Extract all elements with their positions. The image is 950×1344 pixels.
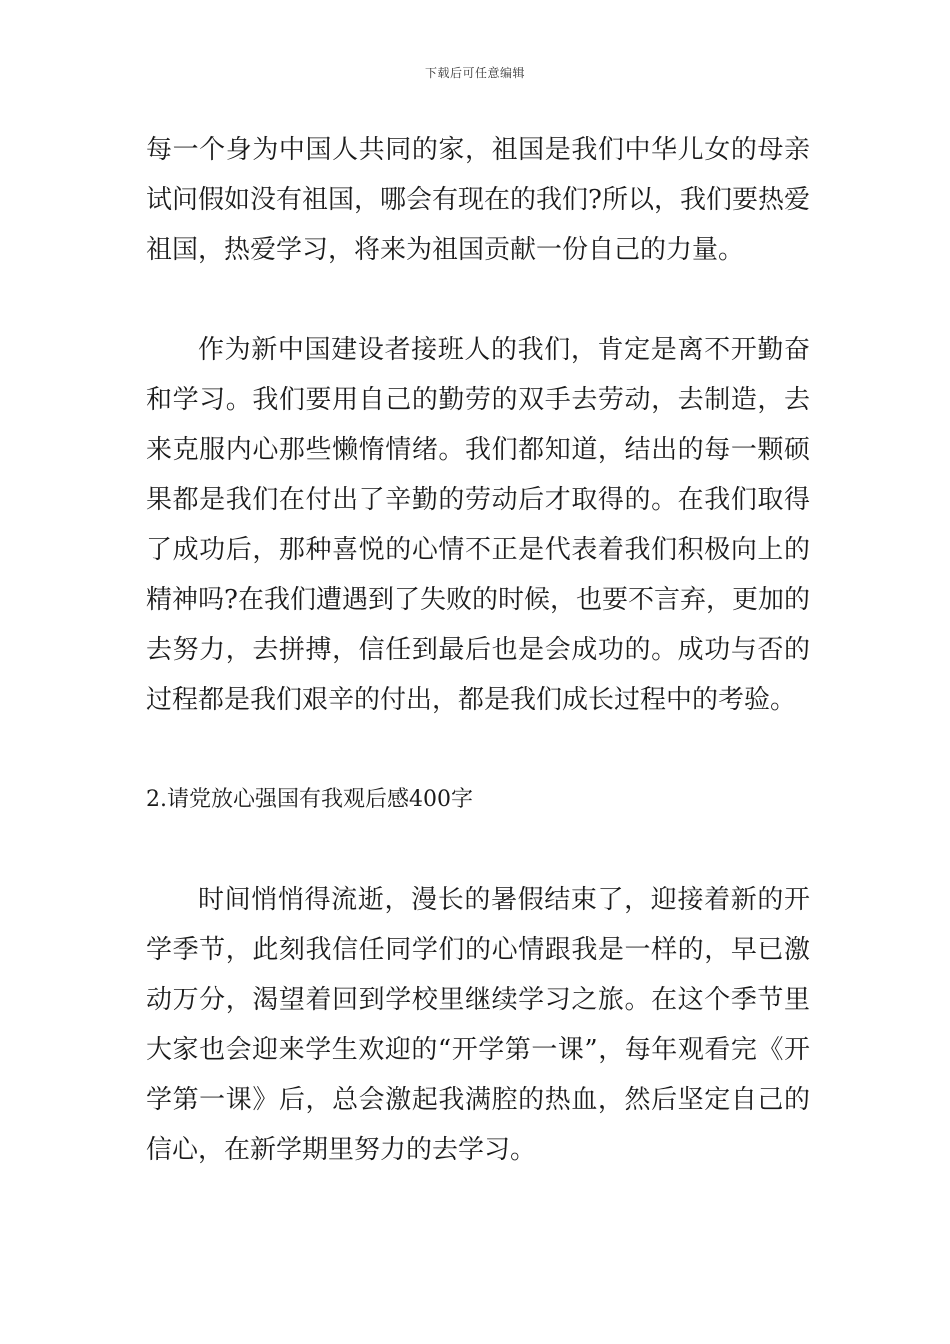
paragraph: 每一个身为中国人共同的家，祖国是我们中华儿女的母亲试问假如没有祖国，哪会有现在的我们?所以，我们要热爱祖国，热爱学习，将来为祖国贡献一份自己的力量。 [146, 135, 810, 265]
paragraph: 作为新中国建设者接班人的我们，肯定是离不开勤奋和学习。我们要用自己的勤劳的双手去劳动，去制造，去来克服内心那些懒惰情绪。我们都知道，结出的每一颗硕果都是我们在付出了辛勤的劳动后才取得的。在我们取得了成功后，那种喜悦的心情不正是代表着我们积极向上的精神吗?在我们遭遇到了失败的时候，也要不言弃，更加的去努力，去拼搏，信任到最后也是会成功的。成功与否的过程都是我们艰辛的付出，都是我们成长过程中的考验。 [146, 335, 810, 715]
section-heading: 2.请党放心强国有我观后感400字 [146, 787, 473, 812]
paragraph-spacer [146, 275, 810, 325]
page-header-note: 下载后可任意编辑 [424, 66, 525, 80]
paragraph-spacer [146, 825, 810, 875]
paragraph-spacer [146, 725, 810, 775]
document-body [146, 125, 810, 1175]
paragraph: 时间悄悄得流逝，漫长的暑假结束了，迎接着新的开学季节，此刻我信任同学们的心情跟我是一样的，早已激动万分，渴望着回到学校里继续学习之旅。在这个季节里大家也会迎来学生欢迎的“开学第一课”，每年观看完《开学第一课》后，总会激起我满腔的热血，然后坚定自己的信心，在新学期里努力的去学习。 [146, 885, 810, 1165]
